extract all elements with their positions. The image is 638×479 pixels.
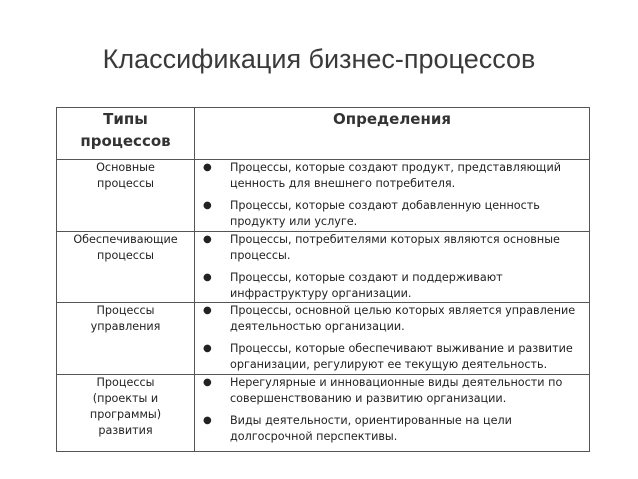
definitions-cell: [195, 303, 590, 375]
classification-table: [56, 107, 590, 452]
definition-item: [195, 413, 589, 445]
process-type-line: Обеспечивающие: [73, 233, 178, 246]
header-definitions: Определения: [195, 108, 590, 160]
process-type-line: Процессы: [96, 304, 155, 317]
definition-item: [195, 160, 589, 192]
definitions-cell: [195, 160, 590, 232]
process-type-cell: [57, 160, 195, 232]
bullet-icon: ●: [203, 272, 212, 283]
definition-item: [195, 303, 589, 335]
table-row: [57, 160, 590, 232]
page-title: Классификация бизнес-процессов: [102, 44, 536, 74]
process-type-cell: [57, 303, 195, 375]
definition-text: Процессы, потребителями которых являются основные процессы.: [230, 233, 560, 262]
definition-text: Виды деятельности, ориентированные на цели долгосрочной перспективы.: [230, 414, 512, 443]
table-row: [57, 375, 590, 452]
definition-text: Нерегулярные и инновационные виды деятельности по совершенствованию и развитию организации.: [230, 376, 563, 405]
table-header-row: [57, 108, 590, 160]
table-row: [57, 303, 590, 375]
bullet-icon: ●: [203, 377, 212, 388]
definitions-cell: [195, 232, 590, 303]
process-type-line: Основные: [96, 161, 155, 174]
definition-item: [195, 341, 589, 373]
definitions-cell: [195, 375, 590, 452]
bullet-icon: ●: [203, 415, 212, 426]
process-type-line: процессы: [97, 249, 154, 262]
header-types: [57, 108, 195, 160]
header-types-line: процессов: [80, 132, 171, 150]
process-type-line: процессы: [97, 177, 154, 190]
process-type-line: (проекты и: [92, 392, 159, 405]
definition-item: [195, 232, 589, 264]
header-types-line: Типы: [103, 110, 148, 128]
definition-text: Процессы, которые обеспечивают выживание и развитие организации, регулируют ее текущую деятельность.: [230, 342, 573, 371]
process-type-line: развития: [98, 424, 153, 437]
definitions-list: [195, 375, 589, 445]
definition-text: Процессы, которые создают и поддерживают инфраструктуру организации.: [230, 271, 503, 300]
definition-text: Процессы, основной целью которых является управление деятельностью организации.: [230, 304, 576, 333]
definition-item: [195, 375, 589, 407]
definitions-list: [195, 160, 589, 230]
bullet-icon: ●: [203, 162, 212, 173]
bullet-icon: ●: [203, 343, 212, 354]
definition-text: Процессы, которые создают продукт, представляющий ценность для внешнего потребителя.: [230, 161, 561, 190]
bullet-icon: ●: [203, 200, 212, 211]
definitions-list: [195, 232, 589, 302]
process-type-line: Процессы: [96, 376, 155, 389]
table-row: [57, 232, 590, 303]
process-type-cell: [57, 375, 195, 452]
process-type-line: программы): [89, 408, 162, 421]
bullet-icon: ●: [203, 305, 212, 316]
process-type-cell: [57, 232, 195, 303]
definition-text: Процессы, которые создают добавленную ценность продукту или услуге.: [230, 199, 540, 228]
bullet-icon: ●: [203, 234, 212, 245]
process-type-line: управления: [90, 320, 161, 333]
definition-item: [195, 198, 589, 230]
definitions-list: [195, 303, 589, 373]
definition-item: [195, 270, 589, 302]
